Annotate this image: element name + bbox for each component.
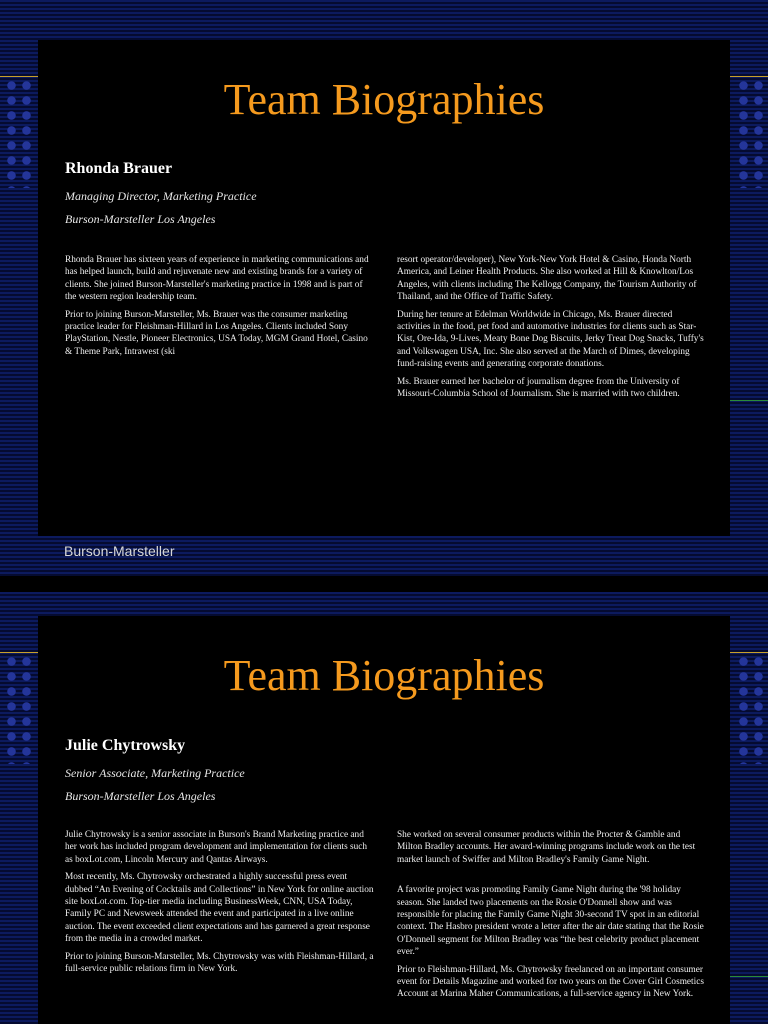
bio-paragraph: Ms. Brauer earned her bachelor of journalism degree from the University of Missouri-Columbia School of Journalism. She is married with two children. <box>397 376 680 400</box>
person-office: Burson-Marsteller Los Angeles <box>65 212 216 226</box>
bio-column-right <box>397 829 707 1006</box>
bio-paragraph: resort operator/developer), New York-New York Hotel & Casino, Honda North America, and Leiner Health Products. She also worked at Hill & Knowlton/Los Angeles, with clients including The Kellogg Company, the Tourism Authority of Thailand, and the Office of Traffic Safety. <box>397 255 697 303</box>
bio-paragraph: She worked on several consumer products within the Procter & Gamble and Milton Bradley accounts. Her award-winning programs include work on the test market launch of Swiffer and Milton Bradley's Family Game Night. <box>397 830 696 865</box>
person-role: Managing Director, Marketing Practice <box>65 189 257 203</box>
person-name: Julie Chytrowsky <box>65 737 186 754</box>
bio-column-left <box>65 829 375 980</box>
bio-paragraph: Julie Chytrowsky is a senior associate in Burson's Brand Marketing practice and her work has included program development and implementation for clients such as boxLot.com, Lincoln Mercury and Qantas Airways. <box>65 830 368 865</box>
slide-title: Team Biographies <box>223 75 545 124</box>
person-name: Rhonda Brauer <box>65 160 173 177</box>
decorative-rule <box>730 400 768 401</box>
person-role: Senior Associate, Marketing Practice <box>65 766 245 780</box>
bio-paragraph: A favorite project was promoting Family Game Night during the '98 holiday season. She landed two placements on the Rosie O'Donnell show and was responsible for placing the Family Game Night 30-second TV spot in an editorial context. The Hasbro president wrote a letter after the air date stating that the Rosie O'Donnell segment for Milton Bradley was “the best celebrity product placement ever.” <box>397 885 704 958</box>
bio-column-left <box>65 254 375 363</box>
bio-column-right <box>397 254 707 405</box>
slide-title: Team Biographies <box>223 651 545 700</box>
slide-separator <box>0 576 768 592</box>
bio-paragraph: During her tenure at Edelman Worldwide in Chicago, Ms. Brauer directed activities in the food, pet food and automotive industries for clients such as Star-Kist, Ore-Ida, 9-Lives, Meaty Bone Dog Biscuits, Jerky Treat Dog Snacks, Tuffy's and Volkswagen USA, Inc. She also served at the March of Dimes, developing fund-raising events and generating corporate donations. <box>397 309 704 370</box>
bio-paragraph: Prior to Fleishman-Hillard, Ms. Chytrowsky freelanced on an important consumer event for Details Magazine and worked for two years on the Cover Girl Cosmetics Account at Marina Maher Communications, a full-service agency in New York. <box>397 964 704 1000</box>
bio-paragraph: Rhonda Brauer has sixteen years of experience in marketing communications and has helped launch, build and rejuvenate new and existing brands for a variety of clients. She joined Burson-Marsteller's marketing practice in 1998 and is part of the western region leadership team. <box>65 255 369 303</box>
person-office: Burson-Marsteller Los Angeles <box>65 789 216 803</box>
bio-paragraph: Most recently, Ms. Chytrowsky orchestrated a highly successful press event dubbed “An Evening of Cocktails and Collections” in New York for online auction site boxLot.com. Top-tier media including BusinessWeek, CNN, USA Today, Family PC and Newsweek attended the event and participated in a live online auction. The event exceeded client expectations and has garnered a great response from the media in a crowded market. <box>65 872 374 945</box>
decorative-rule <box>730 976 768 977</box>
bio-paragraph: Prior to joining Burson-Marsteller, Ms. Brauer was the consumer marketing practice leader for Fleishman-Hillard in Los Angeles. Clients included Sony PlayStation, Nestle, Pioneer Electronics, USA Today, MGM Grand Hotel, Casino & Theme Park, Intrawest (ski <box>65 309 368 357</box>
slide-2 <box>0 592 768 1024</box>
bio-paragraph: Prior to joining Burson-Marsteller, Ms. Chytrowsky was with Fleishman-Hillard, a full-service public relations firm in New York. <box>65 951 374 975</box>
footer-company: Burson-Marsteller <box>64 543 175 559</box>
